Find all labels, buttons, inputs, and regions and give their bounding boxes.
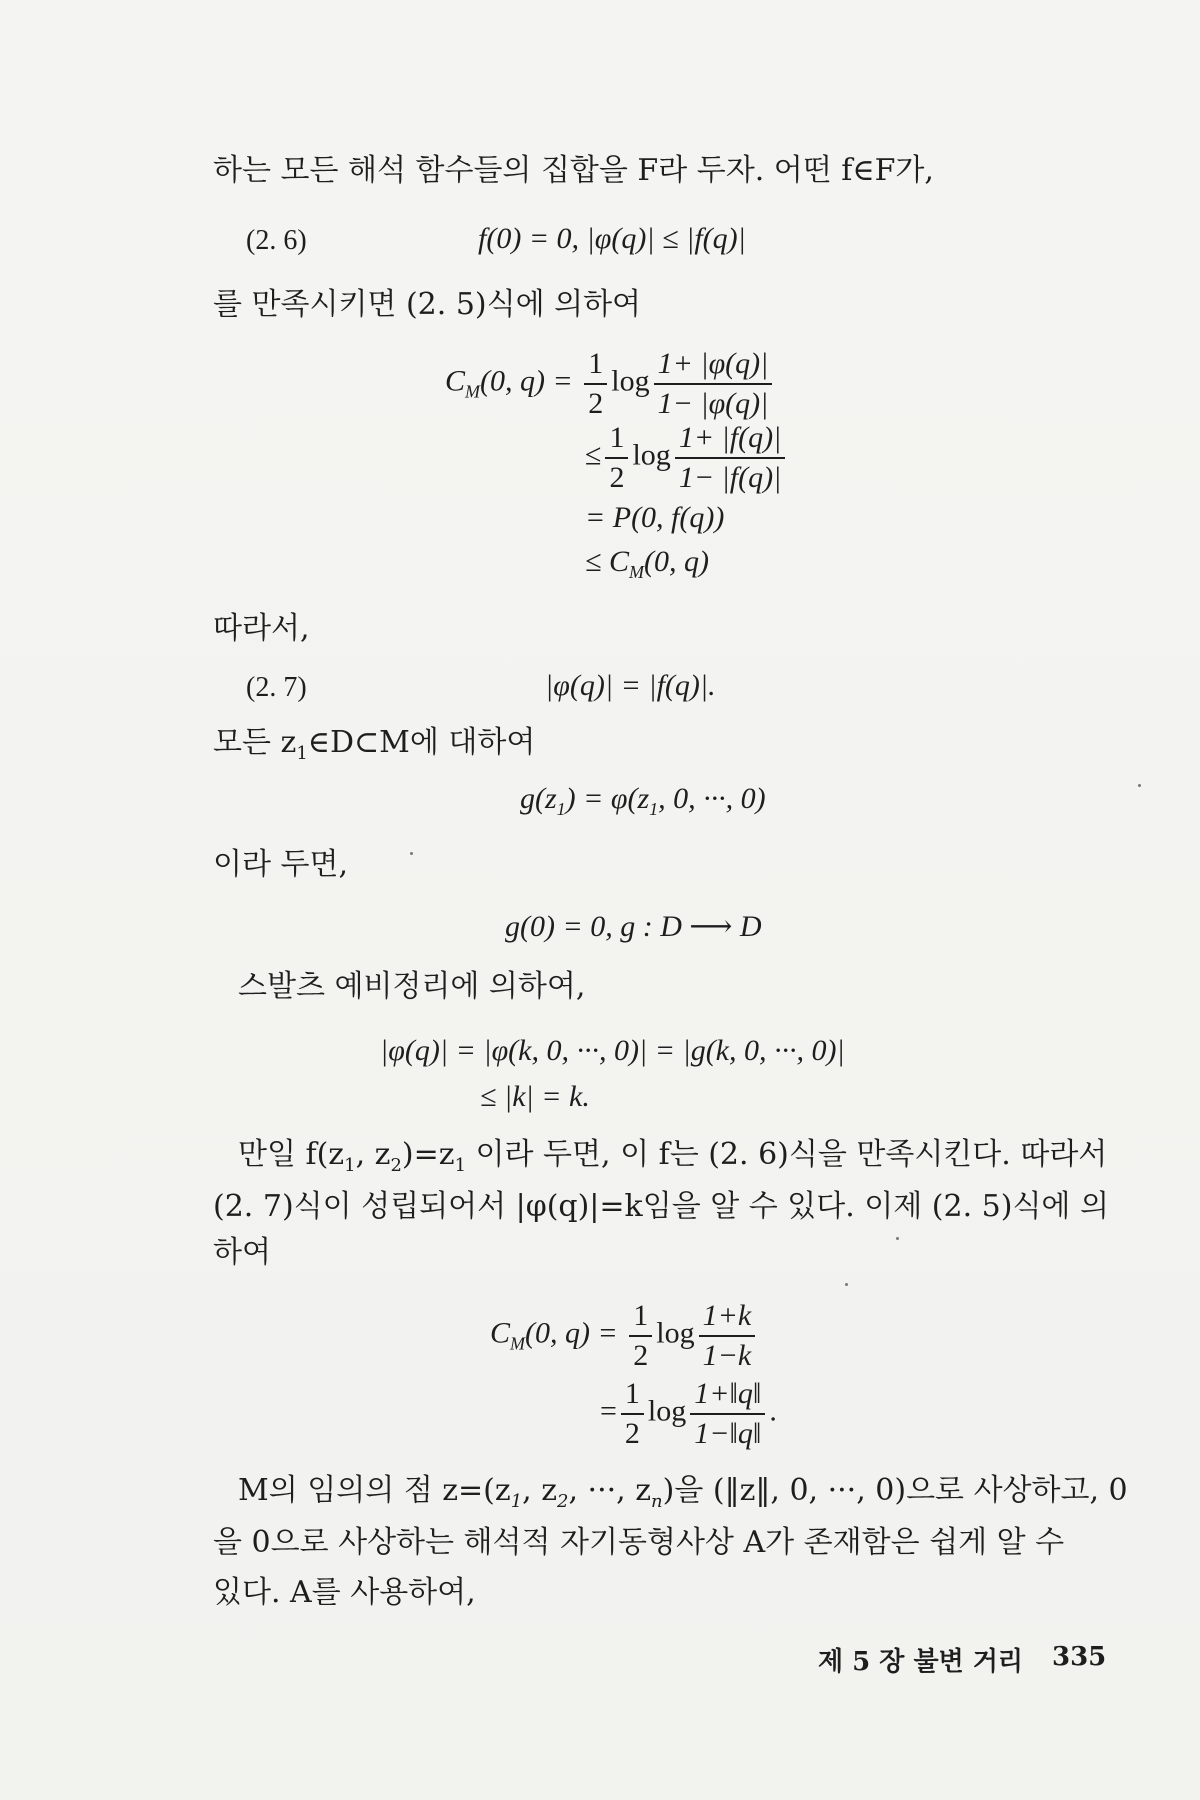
fraction-phi: $\frac{1+ |\varphi(q)|}{1- |\varphi(q)|}$ xyxy=(654,348,773,419)
text-line-6: 스발츠 예비정리에 의하여, xyxy=(238,969,586,1004)
g-zero-equation: g(0) = 0, g : D ⟶ D xyxy=(505,910,762,943)
fraction-half-3: $\frac{1}{2}$ xyxy=(629,1300,652,1371)
cm-equation-2-line-1: $C_M(0$, q) = $\frac{1}{2}$ log $\frac{1+k}{1-k}$ xyxy=(490,1300,759,1371)
cm-equation-line-1: $C_M(0$, q) = $\frac{1}{2}$ log $\frac{1+ |\varphi(q)|}{1- |\varphi(q)|}$ xyxy=(445,348,776,419)
scan-speck xyxy=(896,1237,899,1240)
page-number: 335 xyxy=(1052,1642,1107,1672)
g-definition: $g(z_1) = \varphi(z_1$, 0, ···, 0) xyxy=(520,782,766,819)
text-line-3: 따라서, xyxy=(213,611,310,646)
scan-speck xyxy=(845,1283,848,1286)
paragraph-2-line-3: 있다. A를 사용하여, xyxy=(213,1575,476,1610)
cm-equation-line-4: ≤ $C_M(0$, q) xyxy=(585,545,709,582)
equation-2-6: f(0) = 0, |φ(q)| ≤ |f(q)| xyxy=(478,222,746,255)
phi-chain-equation: |φ(q)| = |φ(k, 0, ···, 0)| = |g(k, 0, ···, 0)| xyxy=(380,1034,845,1067)
text-line-5: 이라 두면, xyxy=(213,847,348,882)
text-line-1: 하는 모든 해석 함수들의 집합을 F라 두자. 어떤 f∈F가, xyxy=(213,153,934,188)
equation-2-7: |φ(q)| = |f(q)|. xyxy=(545,669,716,702)
equation-number-2-6: (2. 6) xyxy=(246,225,307,256)
fraction-half: $\frac{1}{2}$ xyxy=(584,348,607,419)
paragraph-line-2: (2. 7)식이 성립되어서 |φ(q)|=k임을 알 수 있다. 이제 (2. 5)식에 의 xyxy=(213,1189,1109,1224)
fraction-half-4: $\frac{1}{2}$ xyxy=(621,1378,644,1449)
text-line-4: 모든 $z_1\in D\subset M$에 대하여 xyxy=(213,725,536,764)
text-line-2: 를 만족시키면 (2. 5)식에 의하여 xyxy=(213,287,642,322)
le-k-equation: ≤ |k| = k. xyxy=(480,1080,590,1113)
paragraph-line-1: 만일 $f(z_1$, $z_2)=z_1$ 이라 두면, 이 f는 (2. 6)식을 만족시킨다. 따라서 xyxy=(238,1137,1108,1176)
paragraph-2-line-1: M의 임의의 점 $z=(z_1$, $z_2$, ···, $z_n$)을 (‖z‖, 0, ···, 0)으로 사상하고, 0 xyxy=(238,1473,1128,1512)
fraction-k: $\frac{1+k}{1-k}$ xyxy=(699,1300,756,1371)
cm-equation-2-line-2: = $\frac{1}{2}$ log $\frac{1+‖q‖}{1-‖q‖}$ . xyxy=(600,1377,777,1450)
equation-number-2-7: (2. 7) xyxy=(246,672,307,703)
paragraph-line-3: 하여 xyxy=(213,1235,271,1270)
cm-equation-line-2: ≤ $\frac{1}{2}$ log $\frac{1+ |f(q)|}{1- |f(q)|}$ xyxy=(585,422,789,493)
paragraph-2-line-2: 을 0으로 사상하는 해석적 자기동형사상 A가 존재함은 쉽게 알 수 xyxy=(213,1525,1065,1560)
fraction-norm: $\frac{1+‖q‖}{1-‖q‖}$ xyxy=(690,1378,765,1449)
fraction-half-2: $\frac{1}{2}$ xyxy=(605,422,628,493)
fraction-f: $\frac{1+ |f(q)|}{1- |f(q)|}$ xyxy=(675,422,786,493)
scan-speck xyxy=(1138,784,1141,787)
cm-equation-line-3: = P(0, f(q)) xyxy=(585,501,725,534)
chapter-title: 제 5 장 불변 거리 xyxy=(818,1647,1023,1677)
scan-speck xyxy=(410,852,413,855)
